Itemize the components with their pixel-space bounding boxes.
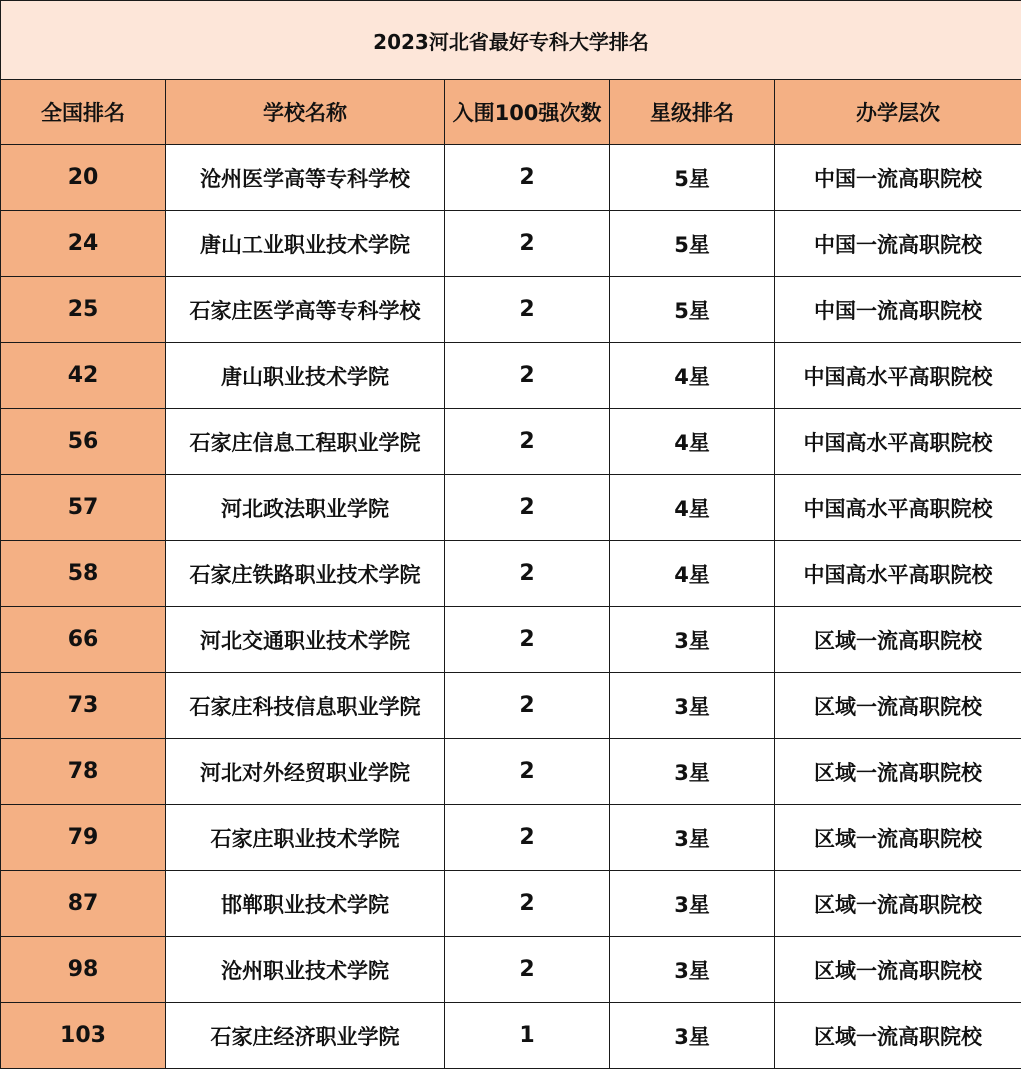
table-row (1, 1003, 1021, 1069)
table-row (1, 277, 1021, 343)
star-cell: 3星 (610, 1003, 775, 1069)
rank-cell: 24 (1, 211, 166, 277)
rank-cell: 98 (1, 937, 166, 1003)
table-row (1, 607, 1021, 673)
table-row (1, 211, 1021, 277)
rank-cell: 42 (1, 343, 166, 409)
star-cell: 4星 (610, 409, 775, 475)
school-cell: 河北交通职业技术学院 (166, 607, 445, 673)
school-cell: 石家庄科技信息职业学院 (166, 673, 445, 739)
rank-cell: 58 (1, 541, 166, 607)
star-cell: 4星 (610, 343, 775, 409)
school-cell: 邯郸职业技术学院 (166, 871, 445, 937)
count-cell: 2 (445, 211, 610, 277)
level-cell: 区域一流高职院校 (775, 805, 1021, 871)
level-cell: 中国一流高职院校 (775, 211, 1021, 277)
header-count: 入围100强次数 (445, 80, 610, 145)
star-cell: 3星 (610, 805, 775, 871)
star-cell: 3星 (610, 739, 775, 805)
level-cell: 中国高水平高职院校 (775, 475, 1021, 541)
header-rank: 全国排名 (1, 80, 166, 145)
level-cell: 区域一流高职院校 (775, 739, 1021, 805)
count-cell: 2 (445, 145, 610, 211)
level-cell: 区域一流高职院校 (775, 937, 1021, 1003)
header-school: 学校名称 (166, 80, 445, 145)
count-cell: 2 (445, 673, 610, 739)
header-star: 星级排名 (610, 80, 775, 145)
count-cell: 2 (445, 937, 610, 1003)
rank-cell: 56 (1, 409, 166, 475)
school-cell: 沧州职业技术学院 (166, 937, 445, 1003)
table-row (1, 937, 1021, 1003)
school-cell: 唐山工业职业技术学院 (166, 211, 445, 277)
level-cell: 中国高水平高职院校 (775, 409, 1021, 475)
count-cell: 2 (445, 739, 610, 805)
table-row (1, 145, 1021, 211)
rank-cell: 79 (1, 805, 166, 871)
school-cell: 石家庄医学高等专科学校 (166, 277, 445, 343)
level-cell: 中国一流高职院校 (775, 277, 1021, 343)
rank-cell: 20 (1, 145, 166, 211)
school-cell: 石家庄信息工程职业学院 (166, 409, 445, 475)
school-cell: 唐山职业技术学院 (166, 343, 445, 409)
school-cell: 石家庄职业技术学院 (166, 805, 445, 871)
count-cell: 2 (445, 871, 610, 937)
school-cell: 河北对外经贸职业学院 (166, 739, 445, 805)
count-cell: 2 (445, 343, 610, 409)
count-cell: 2 (445, 541, 610, 607)
star-cell: 4星 (610, 475, 775, 541)
star-cell: 4星 (610, 541, 775, 607)
star-cell: 3星 (610, 937, 775, 1003)
rank-cell: 25 (1, 277, 166, 343)
table-row (1, 541, 1021, 607)
star-cell: 3星 (610, 871, 775, 937)
table-row (1, 739, 1021, 805)
table-row (1, 343, 1021, 409)
level-cell: 中国高水平高职院校 (775, 541, 1021, 607)
count-cell: 2 (445, 409, 610, 475)
school-cell: 石家庄铁路职业技术学院 (166, 541, 445, 607)
rank-cell: 66 (1, 607, 166, 673)
school-cell: 河北政法职业学院 (166, 475, 445, 541)
star-cell: 5星 (610, 211, 775, 277)
school-cell: 沧州医学高等专科学校 (166, 145, 445, 211)
level-cell: 中国一流高职院校 (775, 145, 1021, 211)
school-cell: 石家庄经济职业学院 (166, 1003, 445, 1069)
star-cell: 3星 (610, 673, 775, 739)
rank-cell: 103 (1, 1003, 166, 1069)
table-row (1, 871, 1021, 937)
count-cell: 2 (445, 277, 610, 343)
table-row (1, 805, 1021, 871)
table-title: 2023河北省最好专科大学排名 (1, 1, 1021, 80)
count-cell: 2 (445, 475, 610, 541)
rank-cell: 73 (1, 673, 166, 739)
table-row (1, 475, 1021, 541)
star-cell: 5星 (610, 145, 775, 211)
star-cell: 3星 (610, 607, 775, 673)
star-cell: 5星 (610, 277, 775, 343)
count-cell: 2 (445, 607, 610, 673)
level-cell: 区域一流高职院校 (775, 607, 1021, 673)
rank-cell: 78 (1, 739, 166, 805)
table-row (1, 409, 1021, 475)
table-row (1, 673, 1021, 739)
header-row (1, 80, 1021, 145)
rank-cell: 57 (1, 475, 166, 541)
level-cell: 中国高水平高职院校 (775, 343, 1021, 409)
level-cell: 区域一流高职院校 (775, 871, 1021, 937)
level-cell: 区域一流高职院校 (775, 673, 1021, 739)
rank-cell: 87 (1, 871, 166, 937)
count-cell: 1 (445, 1003, 610, 1069)
level-cell: 区域一流高职院校 (775, 1003, 1021, 1069)
header-level: 办学层次 (775, 80, 1021, 145)
count-cell: 2 (445, 805, 610, 871)
